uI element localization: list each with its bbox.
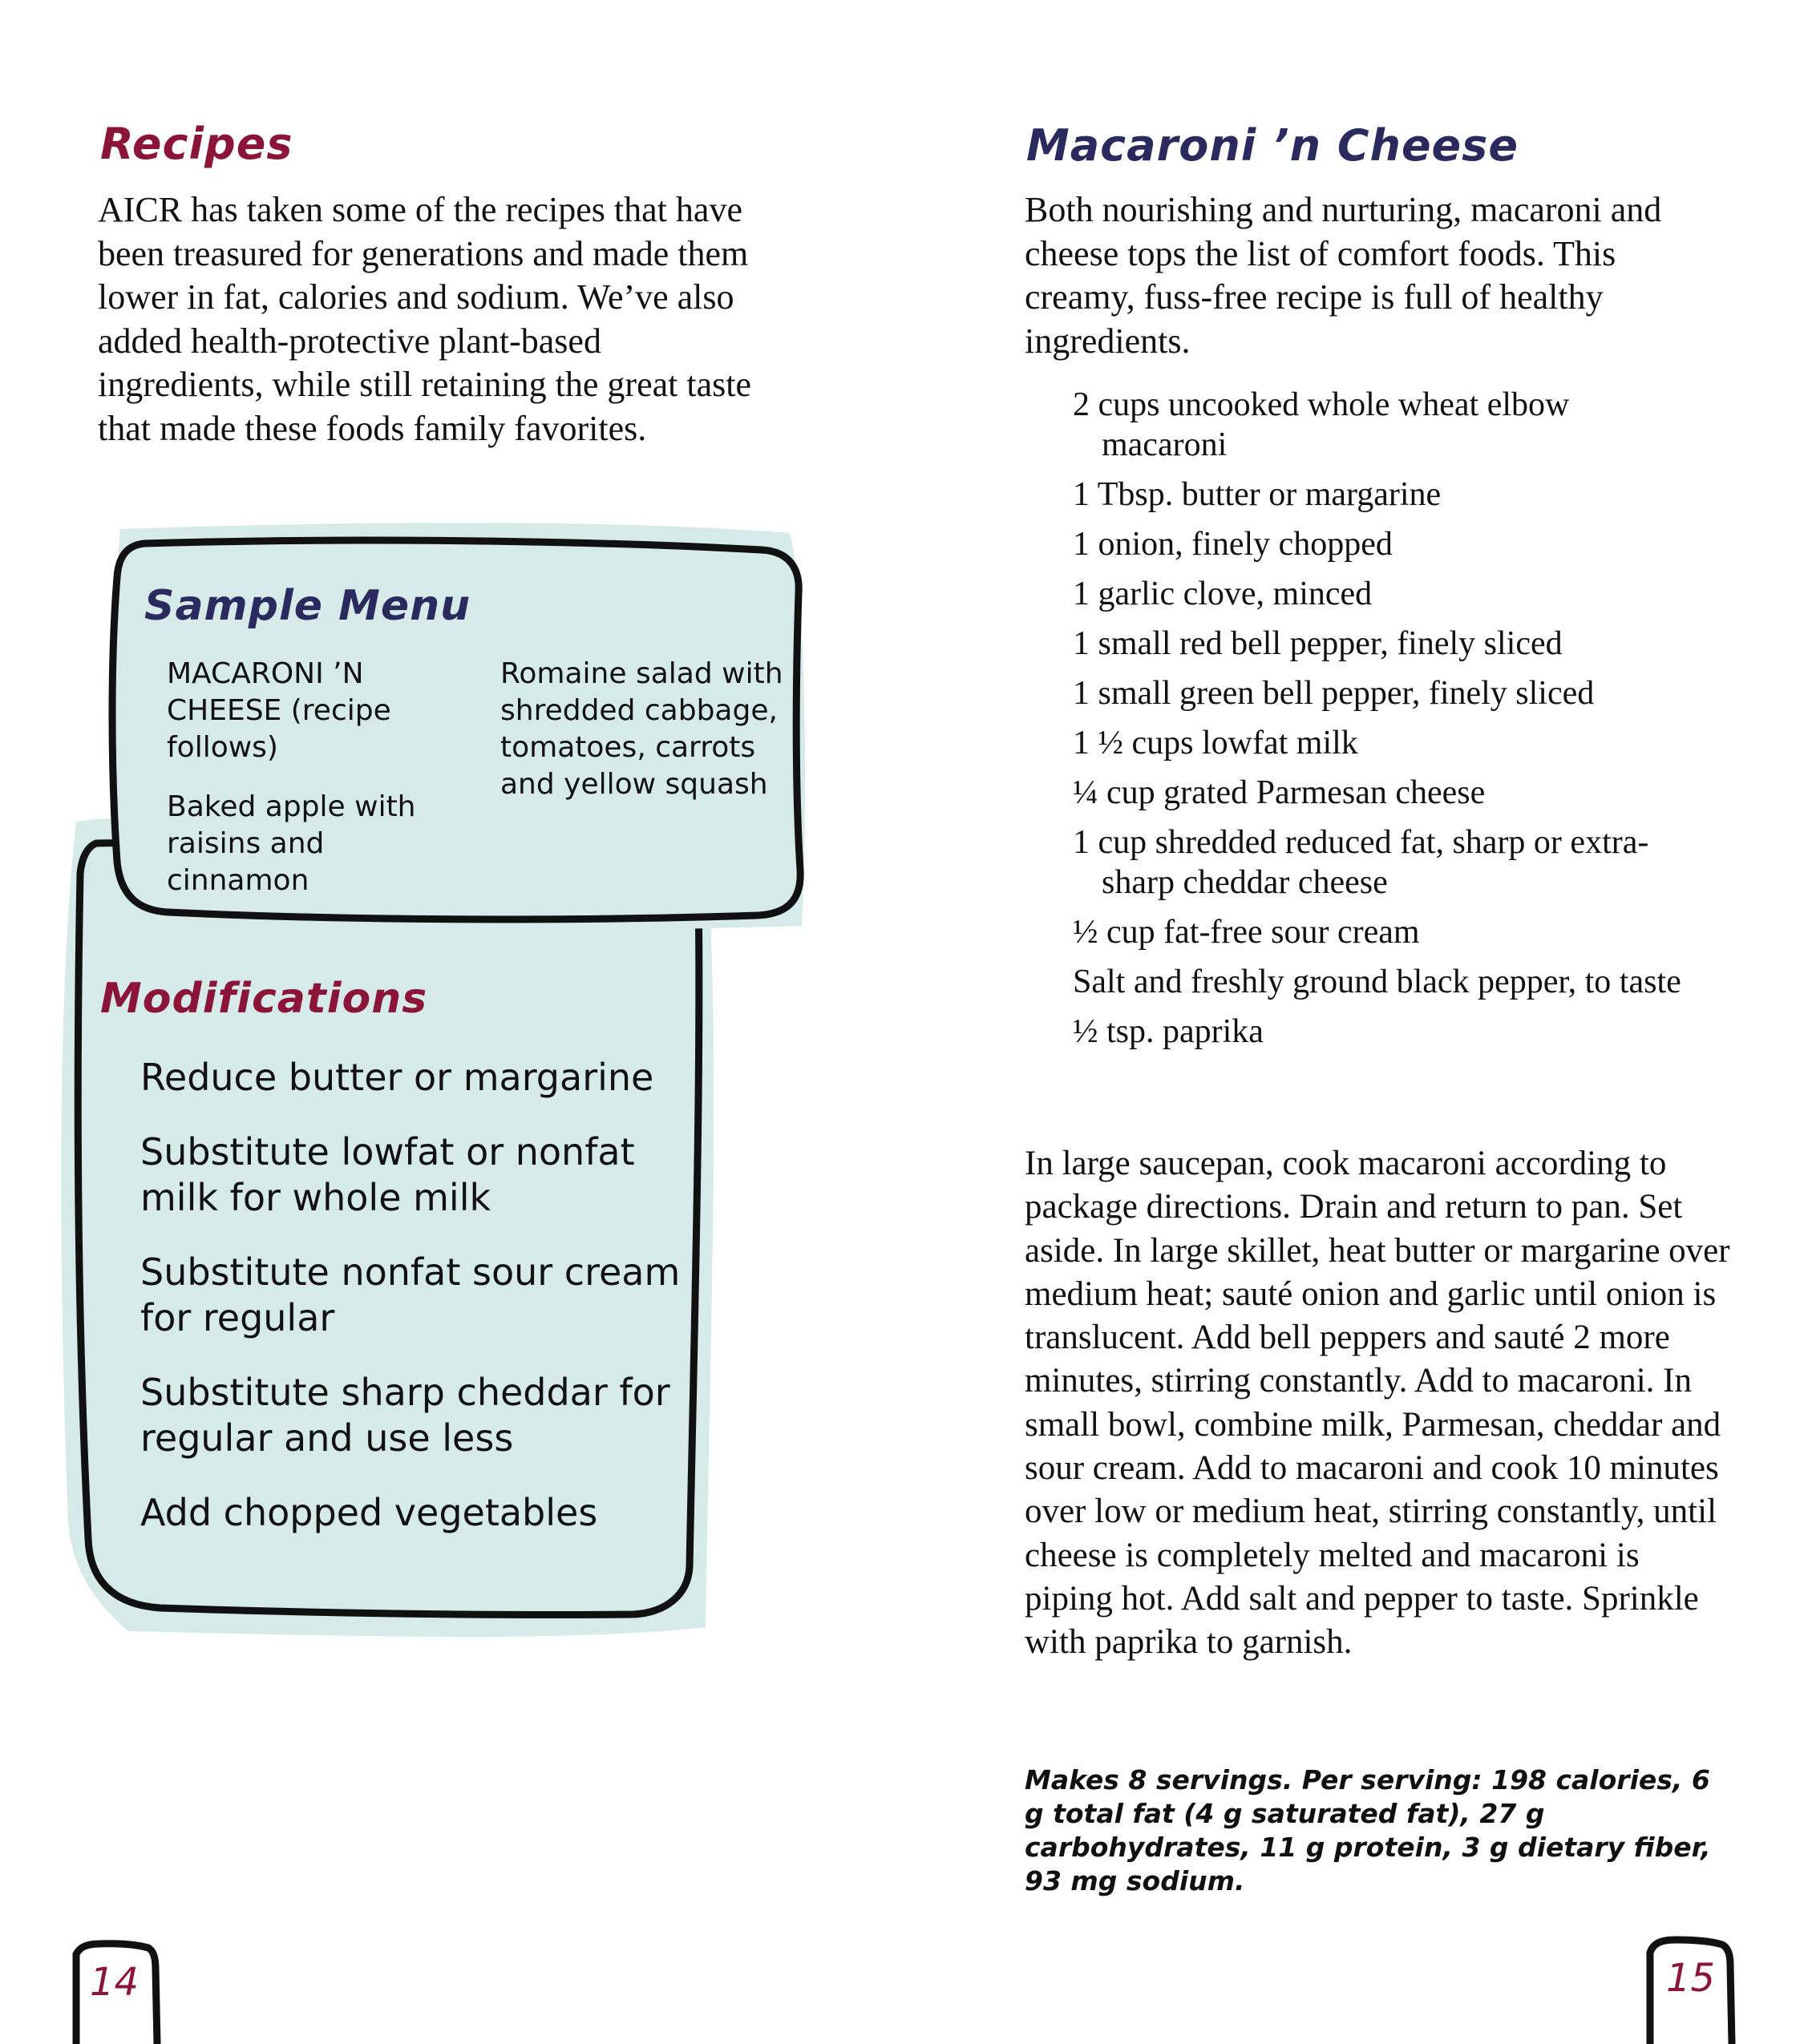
ingredient-item: 1 small green bell pepper, finely sliced: [1073, 675, 1595, 712]
ingredient-item: 1 garlic clove, minced: [1073, 576, 1373, 612]
ingredient-item: Salt and freshly ground black pepper, to taste: [1073, 963, 1681, 1000]
ingredient-item: 1 cup shredded reduced fat, sharp or extra-sharp cheddar cheese: [1073, 824, 1649, 901]
modification-item: Add chopped vegetables: [140, 1491, 598, 1534]
recipe-title: Macaroni ’n Cheese: [1026, 120, 1519, 171]
ingredient-item: 2 cups uncooked whole wheat elbow macaroni: [1073, 386, 1570, 463]
modifications-list: [140, 1055, 686, 1565]
ingredient-item: 1 small red bell pepper, finely sliced: [1073, 625, 1563, 662]
menu-item: Baked apple with raisins and cinnamon: [167, 790, 416, 897]
ingredient-item: ¼ cup grated Parmesan cheese: [1073, 774, 1486, 811]
nutrition-info: Makes 8 servings. Per serving: 198 calories, 6 g total fat (4 g saturated fat), 27 g carbohydrates, 11 g protein, 3 g dietary fiber, 93 mg sodium.: [1025, 1764, 1711, 1897]
sample-menu-title: Sample Menu: [144, 582, 471, 630]
ingredient-item: 1 onion, finely chopped: [1073, 526, 1393, 563]
modification-item: Substitute nonfat sour cream for regular: [140, 1250, 681, 1339]
ingredient-item: ½ tsp. paprika: [1073, 1013, 1264, 1050]
ingredient-item: ½ cup fat-free sour cream: [1073, 914, 1420, 951]
ingredient-item: 1 Tbsp. butter or margarine: [1073, 476, 1442, 513]
modifications-title: Modifications: [100, 975, 428, 1023]
recipes-intro-paragraph: AICR has taken some of the recipes that have been treasured for generations and made them lower in fat, calories and sodium. We’ve also added health-protective plant-based ingredients, while still retaining the great taste that made these foods family favorites.: [98, 190, 751, 448]
ingredients-list: [1073, 385, 1698, 1061]
page-title-recipes: Recipes: [100, 119, 293, 169]
sample-menu-right-column: [500, 656, 805, 826]
recipe-intro-paragraph: Both nourishing and nurturing, macaroni and cheese tops the list of comfort foods. This creamy, fuss-free recipe is full of healthy ingredients.: [1025, 190, 1662, 361]
modification-item: Substitute sharp cheddar for regular and use less: [140, 1371, 670, 1460]
menu-item: Romaine salad with shredded cabbage, tomatoes, carrots and yellow squash: [500, 657, 783, 801]
page-number-right: 15: [1666, 1956, 1716, 2001]
ingredient-item: 1 ½ cups lowfat milk: [1073, 725, 1358, 761]
menu-item: MACARONI ’N CHEESE (recipe follows): [167, 657, 391, 764]
modification-item: Reduce butter or margarine: [140, 1056, 654, 1099]
page-number-left: 14: [90, 1960, 140, 2005]
recipe-directions: In large saucepan, cook macaroni according to package directions. Drain and return to pan. Set aside. In large skillet, heat butter or margarine over medium heat; sauté onion and garlic until onion is translucent. Add bell peppers and sauté 2 more minutes, stirring constantly. Add to macaroni. In small bowl, combine milk, Parmesan, cheddar and sour cream. Add to macaroni and cook 10 minutes over low or medium heat, stirring constantly, until cheese is completely melted and macaroni is piping hot. Add salt and pepper to taste. Sprinkle with paprika to garnish.: [1025, 1145, 1730, 1662]
sample-menu-left-column: [167, 656, 471, 922]
modification-item: Substitute lowfat or nonfat milk for whole milk: [140, 1130, 635, 1219]
